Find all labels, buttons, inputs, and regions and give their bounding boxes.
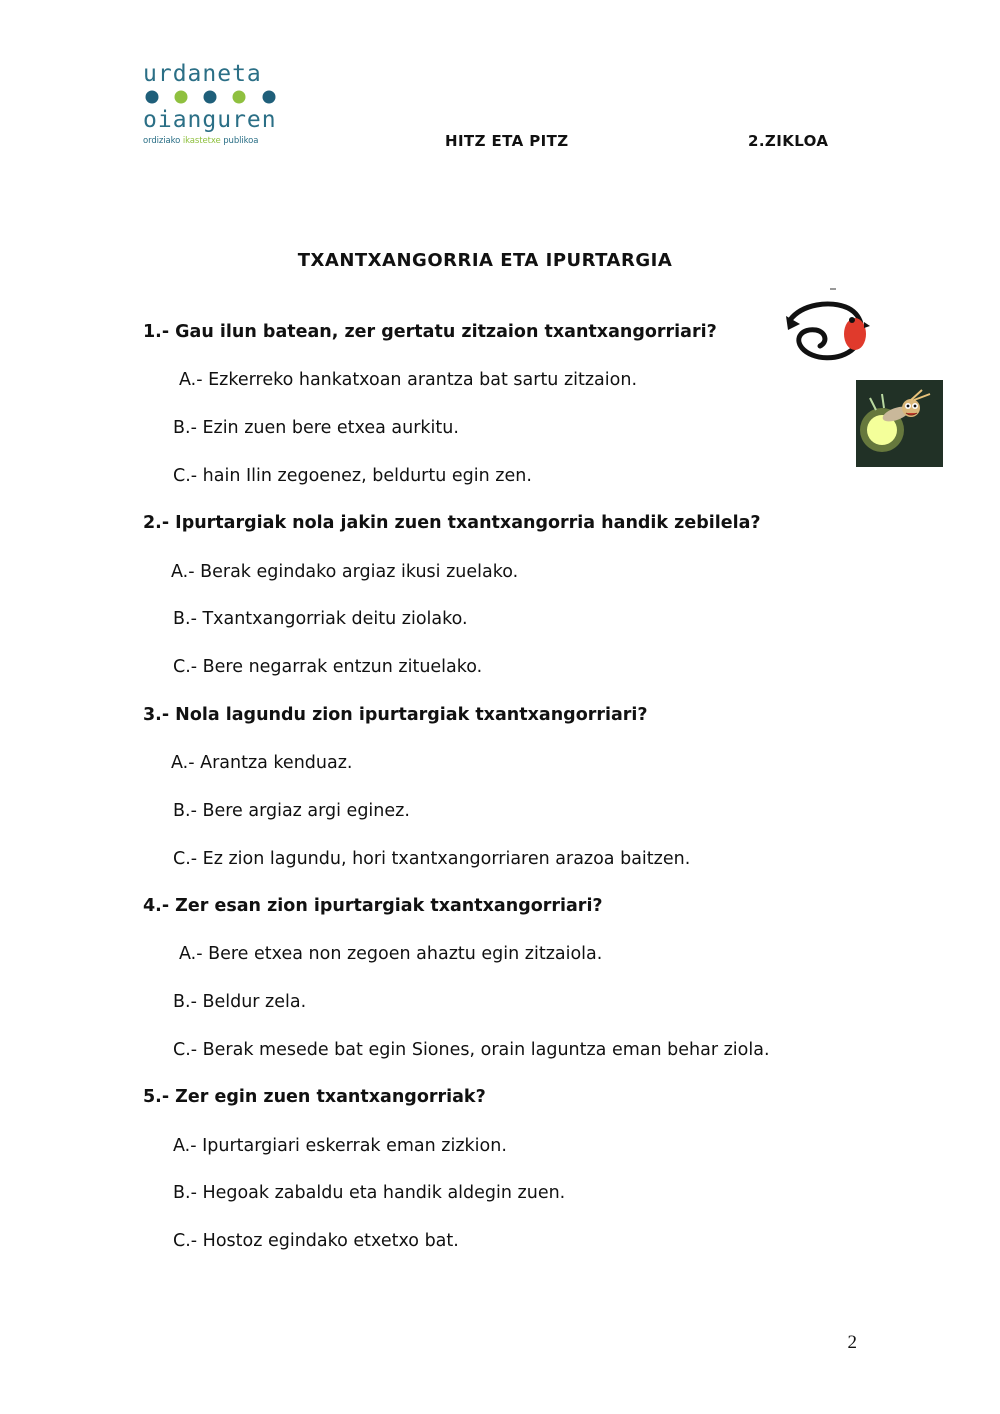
logo-dot bbox=[175, 91, 188, 104]
logo-dot bbox=[233, 91, 246, 104]
header-subject: HITZ ETA PITZ bbox=[445, 132, 569, 150]
logo-tagline-part-2: ikastetxe bbox=[182, 136, 221, 146]
page-number: 2 bbox=[847, 1332, 857, 1353]
question-4-option-c[interactable]: C.- Berak mesede bat egin Siones, orain laguntza eman behar ziola. bbox=[173, 1040, 770, 1060]
robin-icon bbox=[782, 286, 872, 368]
logo-dot bbox=[146, 91, 159, 104]
logo-tagline-part-1: ordiziako bbox=[143, 136, 181, 146]
logo-tagline bbox=[143, 136, 258, 146]
page-title: TXANTXANGORRIA ETA IPURTARGIA bbox=[297, 250, 673, 271]
question-3: 3.- Nola lagundu zion ipurtargiak txantxangorriari? bbox=[143, 705, 648, 725]
question-3-option-b[interactable]: B.- Bere argiaz argi eginez. bbox=[173, 801, 410, 821]
question-1-option-b[interactable]: B.- Ezin zuen bere etxea aurkitu. bbox=[173, 418, 459, 438]
question-1-option-c[interactable]: C.- hain Ilin zegoenez, beldurtu egin zen. bbox=[173, 466, 532, 486]
question-1: 1.- Gau ilun batean, zer gertatu zitzaion txantxangorriari? bbox=[143, 322, 717, 342]
logo-tagline-part-3: publikoa bbox=[223, 136, 259, 146]
school-logo bbox=[143, 62, 283, 152]
logo-dots-icon bbox=[145, 90, 277, 104]
logo-line-2: oianguren bbox=[143, 107, 277, 133]
question-2-option-b[interactable]: B.- Txantxangorriak deitu ziolako. bbox=[173, 609, 468, 629]
question-5-option-b[interactable]: B.- Hegoak zabaldu eta handik aldegin zuen. bbox=[173, 1183, 566, 1203]
logo-line-1: urdaneta bbox=[143, 61, 262, 87]
logo-dot bbox=[204, 91, 217, 104]
question-5: 5.- Zer egin zuen txantxangorriak? bbox=[143, 1087, 486, 1107]
question-4-option-a[interactable]: A.- Bere etxea non zegoen ahaztu egin zitzaiola. bbox=[179, 944, 603, 964]
question-4-option-b[interactable]: B.- Beldur zela. bbox=[173, 992, 307, 1012]
question-1-option-a[interactable]: A.- Ezkerreko hankatxoan arantza bat sartu zitzaion. bbox=[179, 370, 638, 390]
question-2-option-c[interactable]: C.- Bere negarrak entzun zituelako. bbox=[173, 657, 483, 677]
question-5-option-a[interactable]: A.- Ipurtargiari eskerrak eman zizkion. bbox=[173, 1136, 507, 1156]
question-3-option-a[interactable]: A.- Arantza kenduaz. bbox=[171, 753, 353, 773]
firefly-icon bbox=[856, 380, 943, 467]
question-4: 4.- Zer esan zion ipurtargiak txantxangorriari? bbox=[143, 896, 603, 916]
question-2-option-a[interactable]: A.- Berak egindako argiaz ikusi zuelako. bbox=[171, 562, 519, 582]
question-2: 2.- Ipurtargiak nola jakin zuen txantxangorria handik zebilela? bbox=[143, 513, 761, 533]
question-5-option-c[interactable]: C.- Hostoz egindako etxetxo bat. bbox=[173, 1231, 459, 1251]
question-3-option-c[interactable]: C.- Ez zion lagundu, hori txantxangorriaren arazoa baitzen. bbox=[173, 849, 691, 869]
logo-dot bbox=[263, 91, 276, 104]
header-cycle: 2.ZIKLOA bbox=[748, 132, 829, 150]
